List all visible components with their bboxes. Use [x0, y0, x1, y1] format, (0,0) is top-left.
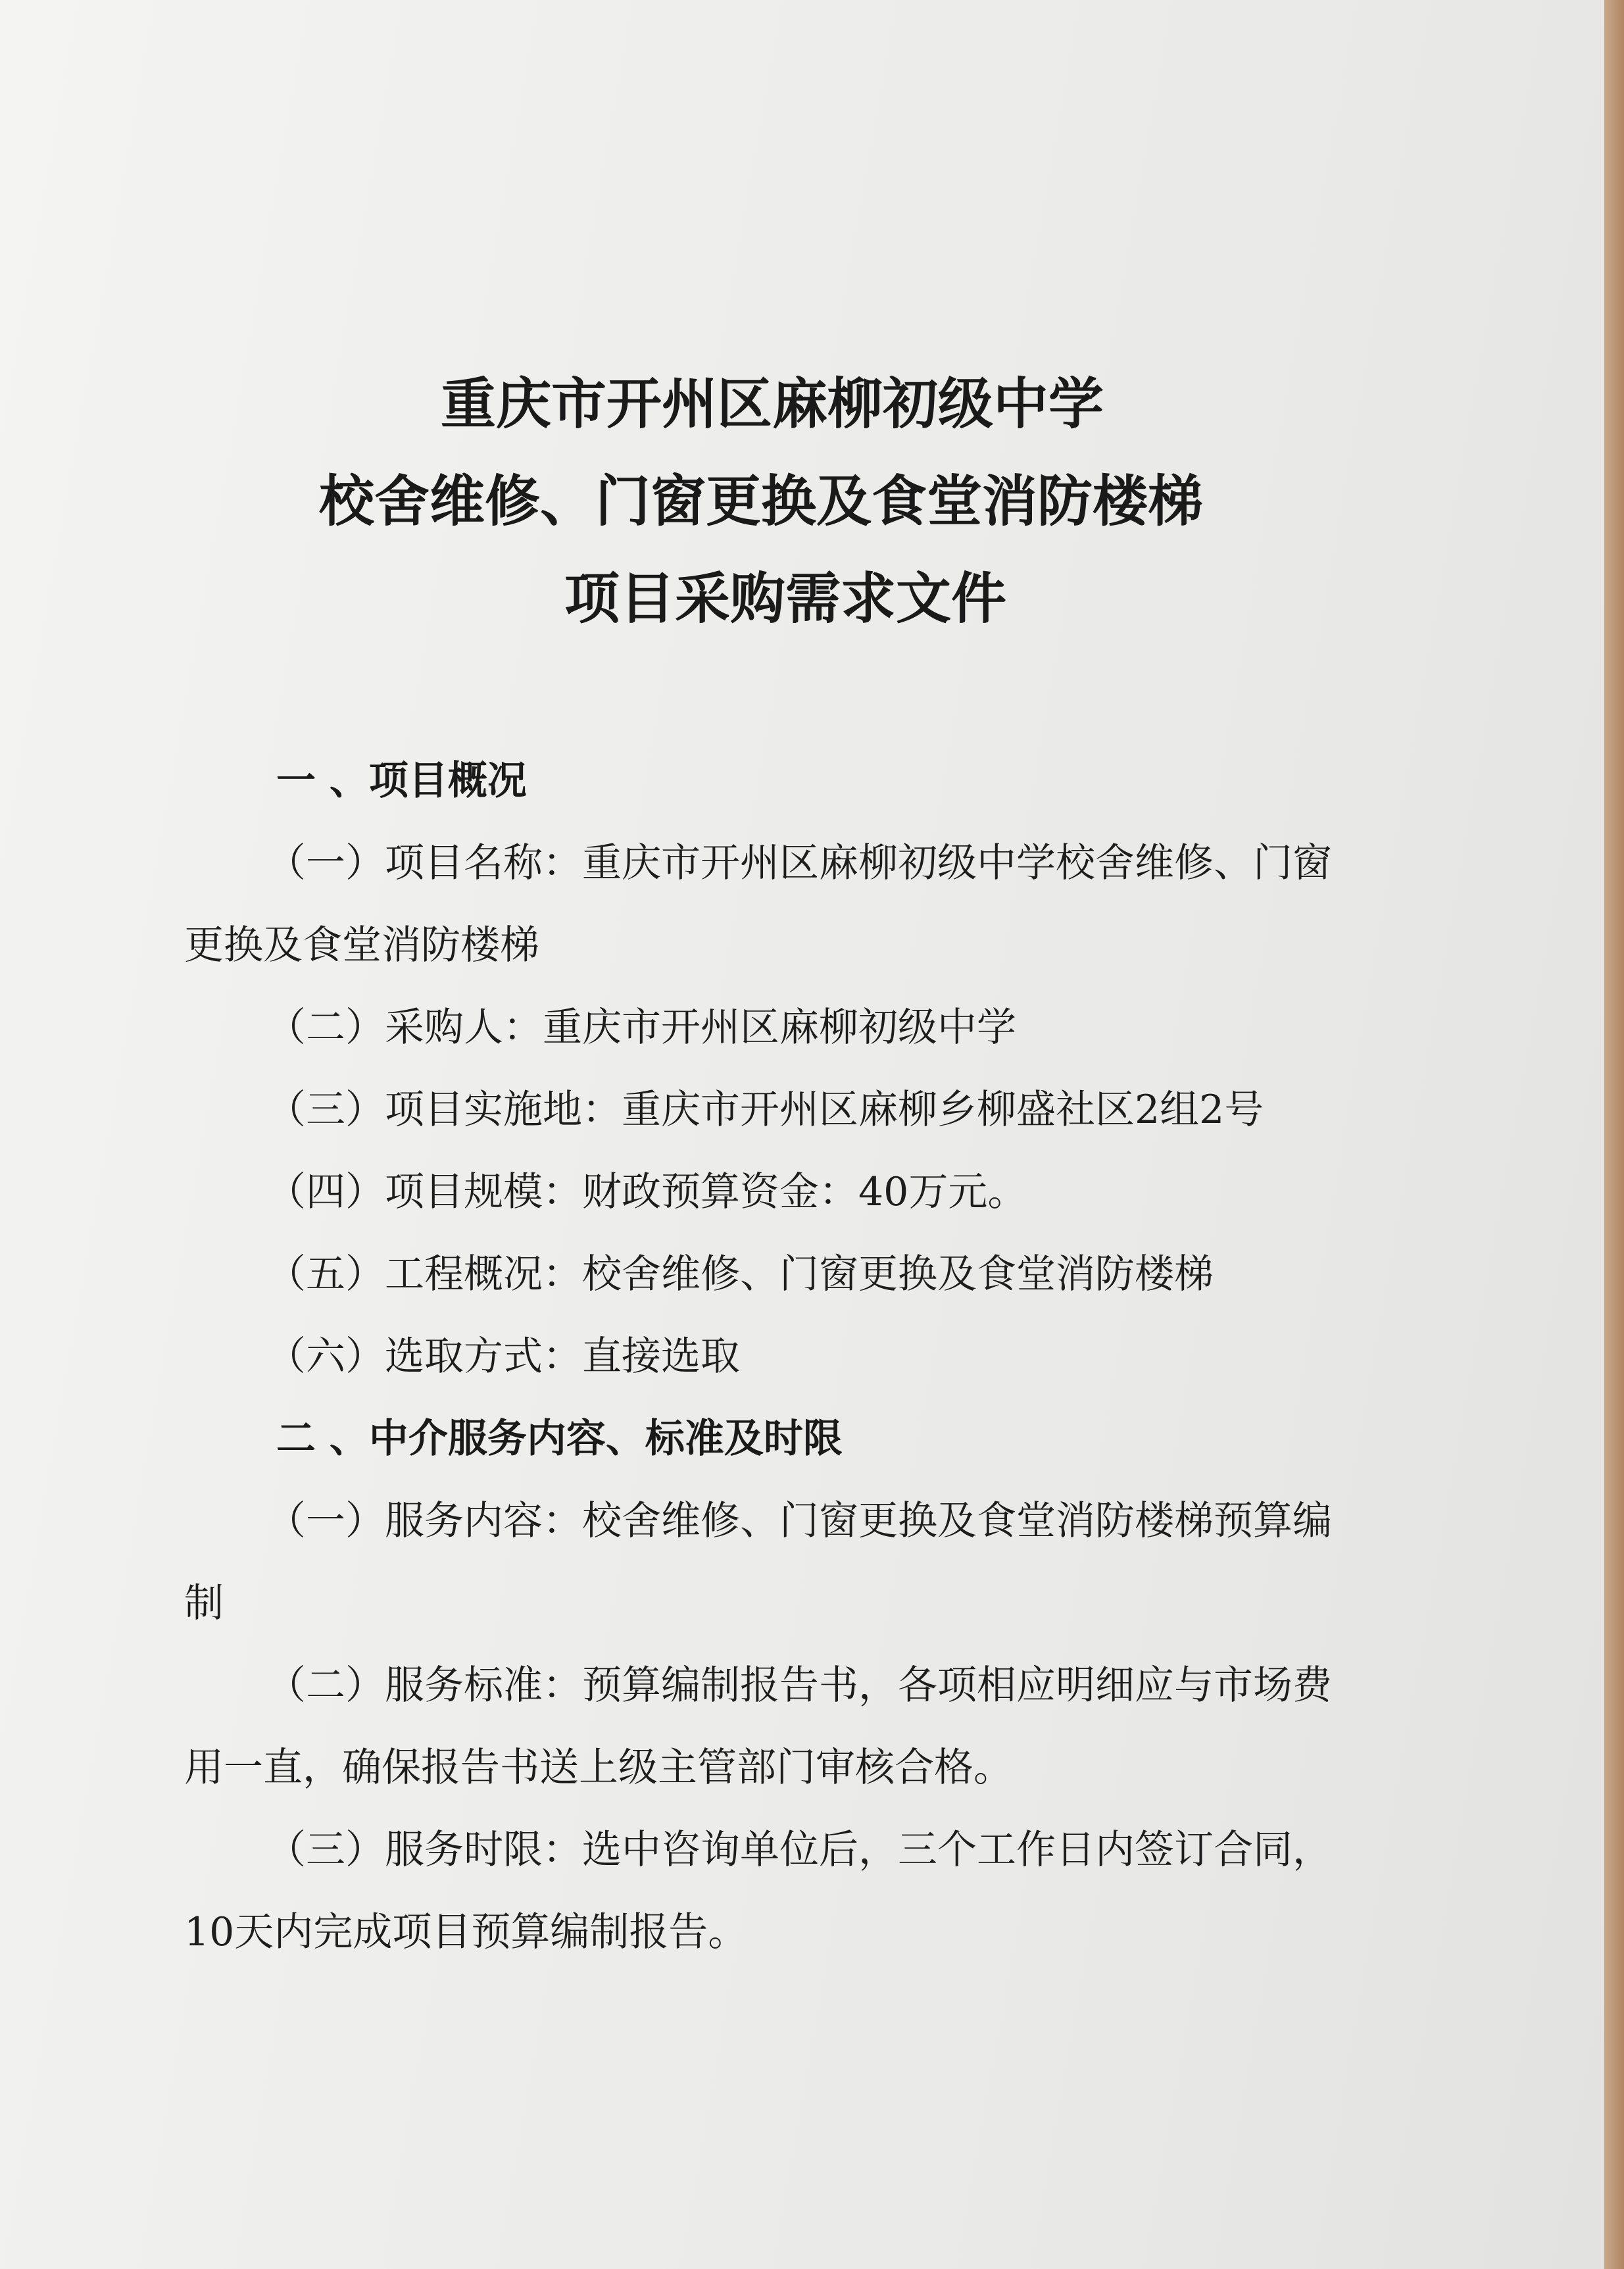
section-2-item-2-continued: 用一直，确保报告书送上级主管部门审核合格。: [184, 1745, 1013, 1791]
section-1-heading: 一 、项目概况: [276, 758, 527, 804]
section-1-item-3: （三）项目实施地：重庆市开州区麻柳乡柳盛社区2组2号: [266, 1087, 1264, 1133]
title-line-1: 重庆市开州区麻柳初级中学: [441, 372, 1104, 436]
section-1-item-1-continued: 更换及食堂消防楼梯: [184, 922, 539, 968]
section-2-item-3-continued: 10天内完成项目预算编制报告。: [184, 1909, 748, 1955]
section-1-item-6: （六）选取方式：直接选取: [266, 1334, 740, 1380]
title-line-3: 项目采购需求文件: [564, 566, 1007, 631]
section-2-item-3: （三）服务时限：选中咨询单位后，三个工作日内签订合同，: [266, 1827, 1332, 1873]
document-body: [184, 740, 1464, 1974]
section-1-item-2: （二）采购人：重庆市开州区麻柳初级中学: [266, 1005, 1016, 1051]
section-1-item-5: （五）工程概况：校舍维修、门窗更换及食堂消防楼梯: [266, 1251, 1214, 1297]
section-2-item-1-continued: 制: [184, 1580, 224, 1626]
section-2-item-2: （二）服务标准：预算编制报告书，各项相应明细应与市场费: [266, 1662, 1332, 1708]
title-line-2: 校舍维修、门窗更换及食堂消防楼梯: [319, 469, 1204, 534]
section-1-item-4: （四）项目规模：财政预算资金：40万元。: [266, 1169, 1027, 1215]
section-2-item-1: （一）服务内容：校舍维修、门窗更换及食堂消防楼梯预算编: [266, 1498, 1332, 1544]
section-1-item-1: （一）项目名称：重庆市开州区麻柳初级中学校舍维修、门窗: [266, 840, 1332, 886]
background-edge: [1604, 0, 1624, 2269]
section-2-heading: 二 、中介服务内容、标准及时限: [276, 1416, 843, 1462]
document-title: [0, 355, 1604, 647]
